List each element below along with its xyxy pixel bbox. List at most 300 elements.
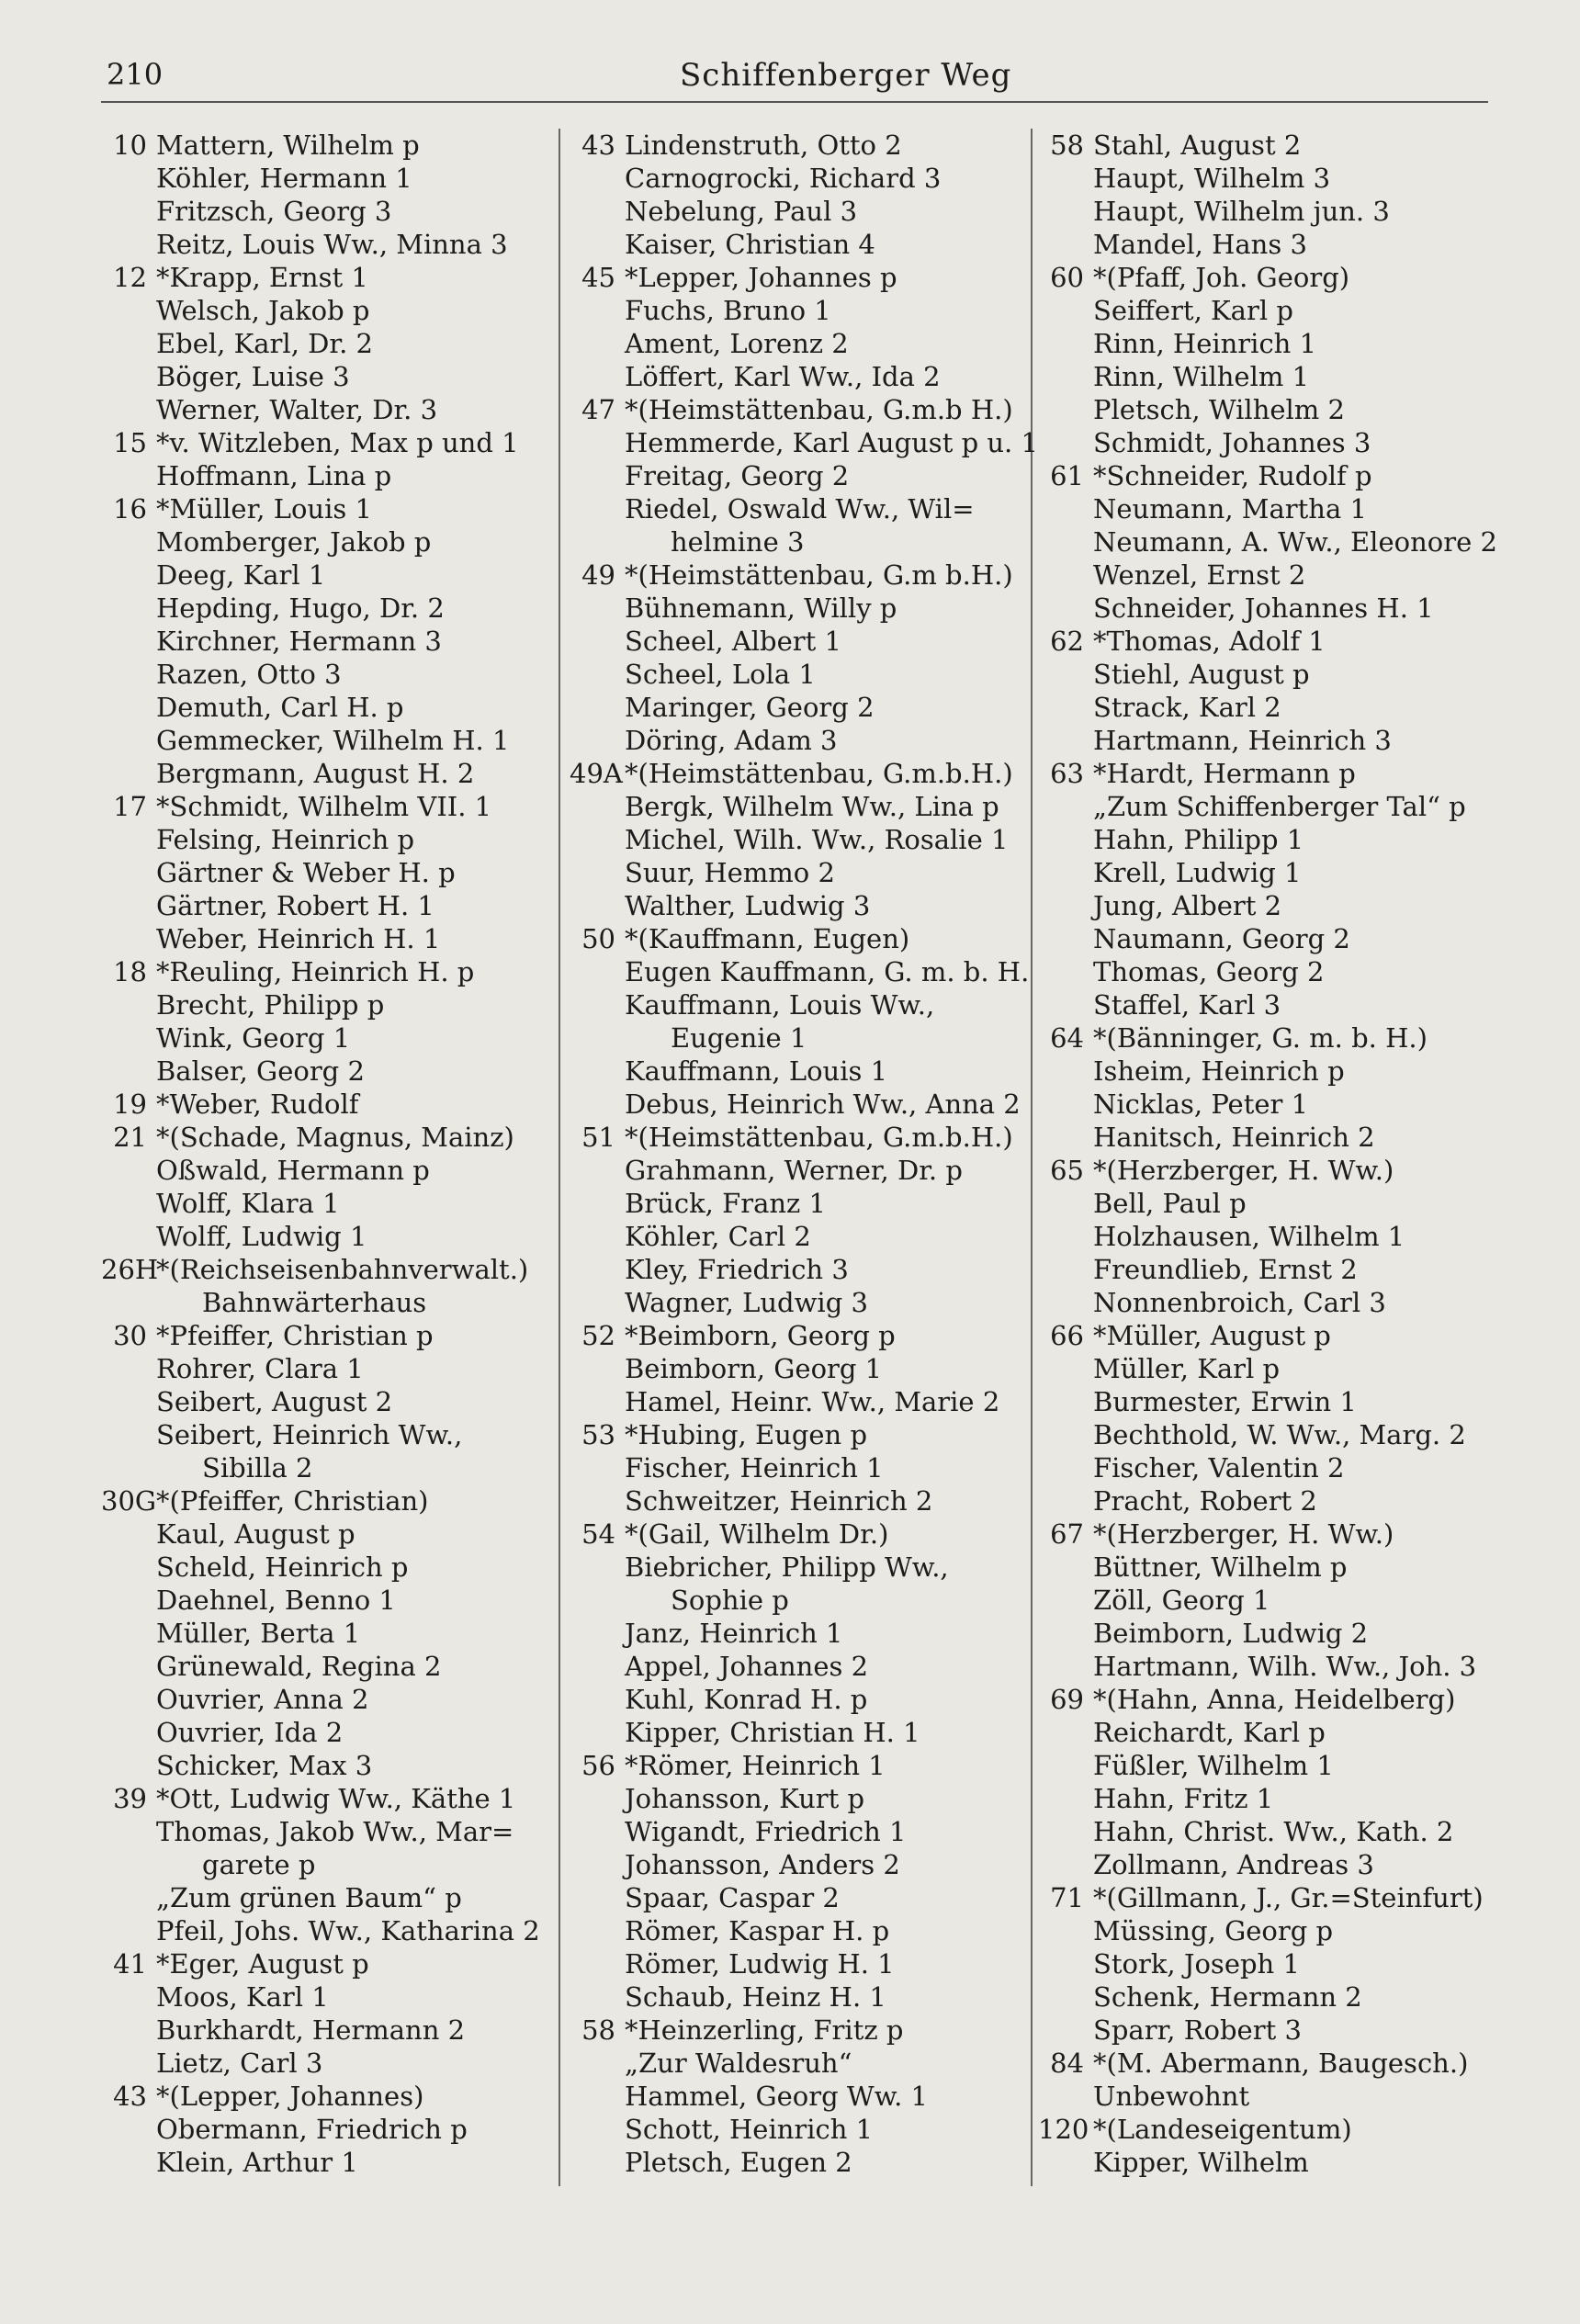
house-number: 49A: [570, 758, 623, 789]
directory-entry: [101, 1286, 560, 1319]
resident-name: Bell, Paul p: [1093, 1188, 1247, 1219]
resident-name: Beimborn, Ludwig 2: [1093, 1618, 1369, 1649]
directory-entry: [1038, 1418, 1497, 1451]
directory-entry: [1038, 1980, 1497, 2014]
directory-entry: [101, 1683, 560, 1716]
resident-name: Unbewohnt: [1093, 2081, 1250, 2112]
resident-name: *(Lepper, Johannes): [156, 2081, 424, 2112]
resident-name: Hammel, Georg Ww. 1: [625, 2081, 928, 2112]
resident-name: *Weber, Rudolf: [156, 1089, 359, 1120]
resident-name: Momberger, Jakob p: [156, 526, 432, 558]
directory-entry: [1038, 658, 1497, 691]
page-header: [101, 51, 1488, 101]
resident-name: Brück, Franz 1: [625, 1188, 827, 1219]
directory-entry: [570, 426, 1038, 459]
directory-entry: [1038, 294, 1497, 327]
directory-entry: [570, 393, 1029, 426]
directory-entry: [570, 2047, 1029, 2080]
resident-name: Welsch, Jakob p: [156, 295, 370, 326]
house-number: 64: [1050, 1022, 1084, 1054]
directory-entry: [570, 1154, 1029, 1187]
house-number: 30: [113, 1320, 147, 1351]
directory-entry: [101, 1848, 560, 1881]
resident-name: *(M. Abermann, Baugesch.): [1093, 2048, 1469, 2079]
house-number: 61: [1050, 460, 1084, 491]
house-number: 54: [581, 1518, 615, 1550]
directory-entry: [1038, 2146, 1497, 2179]
resident-name: Schneider, Johannes H. 1: [1093, 592, 1434, 624]
resident-name: Krell, Ludwig 1: [1093, 857, 1302, 888]
resident-name: Nicklas, Peter 1: [1093, 1089, 1309, 1120]
directory-entry: [101, 856, 560, 889]
house-number: 51: [581, 1122, 615, 1153]
house-number: 16: [113, 493, 147, 525]
resident-name: Michel, Wilh. Ww., Rosalie 1: [625, 824, 1009, 855]
directory-entry: [101, 1088, 560, 1121]
resident-name: Ouvrier, Anna 2: [156, 1684, 369, 1715]
resident-name: Bergk, Wilhelm Ww., Lina p: [625, 791, 999, 822]
resident-name: *(Bänninger, G. m. b. H.): [1093, 1022, 1428, 1054]
directory-entry: [1038, 459, 1497, 492]
directory-entry: [1038, 1782, 1497, 1815]
directory-entry: [570, 1551, 1029, 1584]
resident-name: Gärtner, Robert H. 1: [156, 890, 434, 921]
house-number: 18: [113, 956, 147, 987]
resident-name: *(Pfeiffer, Christian): [156, 1485, 429, 1517]
resident-name: Sophie p: [671, 1585, 789, 1616]
directory-entry: [1038, 1881, 1497, 1914]
resident-name: Reitz, Louis Ww., Minna 3: [156, 229, 508, 260]
resident-name: *v. Witzleben, Max p und 1: [156, 427, 519, 458]
directory-entry: [1038, 426, 1497, 459]
resident-name: *Schmidt, Wilhelm VII. 1: [156, 791, 492, 822]
directory-entry: [101, 1716, 560, 1749]
directory-entry: [101, 757, 560, 790]
resident-name: *(Heimstättenbau, G.m.b H.): [625, 394, 1013, 425]
resident-name: Eugenie 1: [671, 1022, 807, 1054]
directory-entry: [1038, 2080, 1497, 2113]
resident-name: garete p: [202, 1849, 316, 1880]
directory-entry: [570, 1352, 1029, 1385]
resident-name: Holzhausen, Wilhelm 1: [1093, 1221, 1405, 1252]
resident-name: Müller, Karl p: [1093, 1353, 1281, 1384]
house-number: 19: [113, 1089, 147, 1120]
directory-entry: [1038, 327, 1497, 360]
directory-entry: [101, 558, 560, 592]
resident-name: Werner, Walter, Dr. 3: [156, 394, 438, 425]
resident-name: Eugen Kauffmann, G. m. b. H.: [625, 956, 1030, 987]
resident-name: Johansson, Kurt p: [625, 1783, 865, 1814]
resident-name: *Müller, August p: [1093, 1320, 1331, 1351]
page-title: Schiffenberger Weg: [680, 57, 1012, 94]
resident-name: Riedel, Oswald Ww., Wil=: [625, 493, 975, 525]
directory-entry: [1038, 393, 1497, 426]
directory-entry: [101, 658, 560, 691]
resident-name: „Zum Schiffenberger Tal“ p: [1093, 791, 1466, 822]
directory-entry: [1038, 1319, 1497, 1352]
resident-name: Fischer, Heinrich 1: [625, 1452, 884, 1484]
resident-name: Böger, Luise 3: [156, 361, 350, 392]
directory-entry: [570, 1418, 1029, 1451]
resident-name: Freundlieb, Ernst 2: [1093, 1254, 1358, 1285]
resident-name: Sibilla 2: [202, 1452, 313, 1484]
resident-name: „Zum grünen Baum“ p: [156, 1882, 462, 1913]
directory-entry: [1038, 360, 1497, 393]
resident-name: *(Landeseigentum): [1093, 2114, 1352, 2145]
house-number: 49: [581, 559, 615, 591]
house-number: 120: [1038, 2114, 1089, 2145]
directory-entry: [1038, 1914, 1497, 1947]
resident-name: Felsing, Heinrich p: [156, 824, 415, 855]
directory-entry: [570, 823, 1029, 856]
resident-name: Müssing, Georg p: [1093, 1915, 1334, 1946]
directory-entry: [570, 162, 1029, 195]
directory-entry: [101, 525, 560, 558]
house-number: 65: [1050, 1155, 1084, 1186]
directory-entry: [1038, 823, 1497, 856]
directory-entry: [570, 525, 1029, 558]
directory-entry: [101, 228, 560, 261]
directory-entry: [570, 459, 1029, 492]
directory-entry: [101, 1650, 560, 1683]
resident-name: Isheim, Heinrich p: [1093, 1055, 1345, 1087]
directory-entry: [1038, 922, 1497, 955]
directory-entry: [1038, 1947, 1497, 1980]
house-number: 17: [113, 791, 147, 822]
house-number: 43: [113, 2081, 147, 2112]
resident-name: Brecht, Philipp p: [156, 989, 385, 1021]
directory-entry: [1038, 1551, 1497, 1584]
resident-name: Stiehl, August p: [1093, 659, 1310, 690]
directory-entry: [1038, 525, 1497, 558]
directory-entry: [101, 1220, 560, 1253]
directory-entry: [570, 1947, 1029, 1980]
directory-entry: [570, 625, 1029, 658]
resident-name: *Krapp, Ernst 1: [156, 262, 368, 293]
directory-entry: [570, 1848, 1029, 1881]
resident-name: Obermann, Friedrich p: [156, 2114, 468, 2145]
directory-entry: [101, 889, 560, 922]
directory-entry: [101, 1418, 560, 1451]
house-number: 67: [1050, 1518, 1084, 1550]
resident-name: Hemmerde, Karl August p u. 1: [625, 427, 1038, 458]
resident-name: *Thomas, Adolf 1: [1093, 626, 1326, 657]
directory-entry: [570, 1683, 1029, 1716]
resident-name: *(Schade, Magnus, Mainz): [156, 1122, 514, 1153]
directory-entry: [101, 1121, 560, 1154]
resident-name: Walther, Ludwig 3: [625, 890, 871, 921]
directory-entry: [1038, 757, 1497, 790]
resident-name: Schott, Heinrich 1: [625, 2114, 874, 2145]
directory-entry: [1038, 1385, 1497, 1418]
directory-entry: [570, 1914, 1029, 1947]
resident-name: Neumann, A. Ww., Eleonore 2: [1093, 526, 1497, 558]
resident-name: Appel, Johannes 2: [625, 1651, 869, 1682]
house-number: 39: [113, 1783, 147, 1814]
directory-entry: [101, 426, 560, 459]
resident-name: Gärtner & Weber H. p: [156, 857, 456, 888]
directory-entry: [570, 1253, 1029, 1286]
resident-name: Fritzsch, Georg 3: [156, 196, 392, 227]
directory-entry: [101, 2146, 560, 2179]
directory-entry: [1038, 129, 1497, 162]
directory-entry: [1038, 261, 1497, 294]
directory-entry: [570, 1716, 1029, 1749]
resident-name: Kaiser, Christian 4: [625, 229, 875, 260]
directory-entry: [101, 1319, 560, 1352]
directory-entry: [570, 790, 1029, 823]
directory-entry: [101, 1782, 560, 1815]
directory-entry: [1038, 955, 1497, 988]
directory-entry: [570, 1881, 1029, 1914]
directory-entry: [101, 625, 560, 658]
directory-entry: [570, 1584, 1029, 1617]
resident-name: Razen, Otto 3: [156, 659, 342, 690]
resident-name: Wink, Georg 1: [156, 1022, 351, 1054]
directory-entry: [1038, 625, 1497, 658]
house-number: 41: [113, 1948, 147, 1980]
resident-name: Ebel, Karl, Dr. 2: [156, 328, 373, 359]
directory-entry: [570, 1815, 1029, 1848]
directory-entry: [1038, 790, 1497, 823]
resident-name: Rinn, Heinrich 1: [1093, 328, 1317, 359]
resident-name: Rohrer, Clara 1: [156, 1353, 364, 1384]
resident-name: Burkhardt, Hermann 2: [156, 2014, 466, 2046]
directory-entry: [101, 955, 560, 988]
resident-name: Bergmann, August H. 2: [156, 758, 475, 789]
house-number: 26H: [101, 1254, 159, 1285]
resident-name: Schaub, Heinz H. 1: [625, 1981, 886, 2013]
directory-entry: [570, 1650, 1029, 1683]
directory-entry: [1038, 1716, 1497, 1749]
directory-entry: [1038, 1253, 1497, 1286]
resident-name: Ouvrier, Ida 2: [156, 1717, 344, 1748]
directory-entry: [101, 2014, 560, 2047]
resident-name: Deeg, Karl 1: [156, 559, 326, 591]
directory-entry: [570, 922, 1029, 955]
resident-name: Seibert, August 2: [156, 1386, 393, 1417]
resident-name: Pfeil, Johs. Ww., Katharina 2: [156, 1915, 540, 1946]
directory-entry: [1038, 1617, 1497, 1650]
resident-name: Mandel, Hans 3: [1093, 229, 1307, 260]
directory-entry: [101, 2047, 560, 2080]
directory-entry: [101, 195, 560, 228]
directory-entry: [570, 1088, 1029, 1121]
directory-entry: [101, 459, 560, 492]
resident-name: Hahn, Philipp 1: [1093, 824, 1304, 855]
column-2: [570, 129, 1038, 2195]
directory-entry: [1038, 1352, 1497, 1385]
resident-name: Kaul, August p: [156, 1518, 356, 1550]
resident-name: Zöll, Georg 1: [1093, 1585, 1270, 1616]
resident-name: Biebricher, Philipp Ww.,: [625, 1551, 949, 1583]
directory-entry: [101, 823, 560, 856]
resident-name: Pracht, Robert 2: [1093, 1485, 1317, 1517]
directory-entry: [570, 294, 1029, 327]
resident-name: Wigandt, Friedrich 1: [625, 1816, 907, 1847]
resident-name: *(Kauffmann, Eugen): [625, 923, 910, 954]
resident-name: Maringer, Georg 2: [625, 692, 875, 723]
directory-entry: [101, 691, 560, 724]
resident-name: Nonnenbroich, Carl 3: [1093, 1287, 1386, 1318]
resident-name: Nebelung, Paul 3: [625, 196, 858, 227]
resident-name: Büttner, Wilhelm p: [1093, 1551, 1348, 1583]
directory-entry: [1038, 1683, 1497, 1716]
directory-entry: [1038, 1451, 1497, 1484]
directory-entry: [1038, 1749, 1497, 1782]
directory-entry: [1038, 195, 1497, 228]
house-number: 71: [1050, 1882, 1084, 1913]
resident-name: Schenk, Hermann 2: [1093, 1981, 1362, 2013]
house-number: 30G: [101, 1485, 157, 1517]
directory-entry: [101, 1881, 560, 1914]
house-number: 66: [1050, 1320, 1084, 1351]
house-number: 50: [581, 923, 615, 954]
directory-entry: [1038, 2014, 1497, 2047]
house-number: 62: [1050, 626, 1084, 657]
directory-entry: [570, 1385, 1029, 1418]
directory-entry: [1038, 1650, 1497, 1683]
resident-name: Köhler, Hermann 1: [156, 163, 412, 194]
resident-name: Schmidt, Johannes 3: [1093, 427, 1371, 458]
resident-name: Stork, Joseph 1: [1093, 1948, 1300, 1980]
directory-entry: [570, 1187, 1029, 1220]
directory-entry: [101, 2113, 560, 2146]
directory-entry: [101, 1551, 560, 1584]
house-number: 53: [581, 1419, 615, 1450]
resident-name: Stahl, August 2: [1093, 130, 1302, 161]
resident-name: Debus, Heinrich Ww., Anna 2: [625, 1089, 1021, 1120]
house-number: 15: [113, 427, 147, 458]
resident-name: Carnogrocki, Richard 3: [625, 163, 942, 194]
directory-entry: [1038, 856, 1497, 889]
resident-name: Hahn, Fritz 1: [1093, 1783, 1274, 1814]
directory-entry: [1038, 1484, 1497, 1517]
directory-entry: [570, 1021, 1029, 1055]
resident-name: Hepding, Hugo, Dr. 2: [156, 592, 445, 624]
directory-entry: [570, 955, 1029, 988]
resident-name: *Reuling, Heinrich H. p: [156, 956, 475, 987]
resident-name: Hanitsch, Heinrich 2: [1093, 1122, 1375, 1153]
resident-name: Römer, Kaspar H. p: [625, 1915, 890, 1946]
resident-name: Kirchner, Hermann 3: [156, 626, 442, 657]
house-number: 58: [1050, 130, 1084, 161]
resident-name: *Ott, Ludwig Ww., Käthe 1: [156, 1783, 516, 1814]
resident-name: *(Gail, Wilhelm Dr.): [625, 1518, 889, 1550]
resident-name: Strack, Karl 2: [1093, 692, 1281, 723]
resident-name: Scheel, Lola 1: [625, 659, 816, 690]
resident-name: *(Herzberger, H. Ww.): [1093, 1518, 1394, 1550]
resident-name: Römer, Ludwig H. 1: [625, 1948, 895, 1980]
resident-name: Thomas, Georg 2: [1093, 956, 1325, 987]
resident-name: Bahnwärterhaus: [202, 1287, 427, 1318]
directory-entry: [101, 1385, 560, 1418]
directory-entry: [570, 2080, 1029, 2113]
directory-entry: [570, 889, 1029, 922]
directory-entry: [1038, 1584, 1497, 1617]
house-number: 52: [581, 1320, 615, 1351]
resident-name: Scheel, Albert 1: [625, 626, 841, 657]
house-number: 10: [113, 130, 147, 161]
resident-name: Kauffmann, Louis Ww.,: [625, 989, 935, 1021]
resident-name: Beimborn, Georg 1: [625, 1353, 883, 1384]
directory-entry: [570, 360, 1029, 393]
directory-entry: [1038, 592, 1497, 625]
resident-name: Ament, Lorenz 2: [625, 328, 849, 359]
directory-entry: [101, 294, 560, 327]
resident-name: Jung, Albert 2: [1093, 890, 1282, 921]
directory-entry: [570, 1319, 1029, 1352]
resident-name: „Zur Waldesruh“: [625, 2048, 852, 2079]
resident-name: Kley, Friedrich 3: [625, 1254, 849, 1285]
house-number: 56: [581, 1750, 615, 1781]
resident-name: Pletsch, Wilhelm 2: [1093, 394, 1345, 425]
directory-entry: [570, 1220, 1029, 1253]
resident-name: *Hardt, Hermann p: [1093, 758, 1356, 789]
resident-name: Hartmann, Heinrich 3: [1093, 725, 1392, 756]
house-number: 47: [581, 394, 615, 425]
directory-entry: [570, 592, 1029, 625]
directory-entry: [101, 327, 560, 360]
directory-entry: [570, 1517, 1029, 1551]
directory-entry: [101, 1914, 560, 1947]
directory-entry: [1038, 492, 1497, 525]
resident-name: Mattern, Wilhelm p: [156, 130, 420, 161]
directory-entry: [101, 1749, 560, 1782]
resident-name: Rinn, Wilhelm 1: [1093, 361, 1310, 392]
directory-entry: [1038, 1220, 1497, 1253]
resident-name: Moos, Karl 1: [156, 1981, 329, 2013]
directory-entry: [570, 658, 1029, 691]
resident-name: Janz, Heinrich 1: [625, 1618, 843, 1649]
resident-name: Oßwald, Hermann p: [156, 1155, 430, 1186]
directory-entry: [1038, 1517, 1497, 1551]
resident-name: Demuth, Carl H. p: [156, 692, 404, 723]
resident-name: Lietz, Carl 3: [156, 2048, 323, 2079]
resident-name: Schicker, Max 3: [156, 1750, 373, 1781]
resident-name: Wagner, Ludwig 3: [625, 1287, 868, 1318]
directory-entry: [1038, 2047, 1497, 2080]
directory-entry: [570, 1121, 1029, 1154]
resident-name: *Heinzerling, Fritz p: [625, 2014, 904, 2046]
directory-entry: [1038, 1088, 1497, 1121]
resident-name: Naumann, Georg 2: [1093, 923, 1350, 954]
resident-name: Suur, Hemmo 2: [625, 857, 835, 888]
directory-entry: [101, 393, 560, 426]
resident-name: Müller, Berta 1: [156, 1618, 361, 1649]
resident-name: *Römer, Heinrich 1: [625, 1750, 886, 1781]
resident-name: Seiffert, Karl p: [1093, 295, 1293, 326]
directory-entry: [101, 129, 560, 162]
column-3: [1038, 129, 1497, 2195]
resident-name: Kauffmann, Louis 1: [625, 1055, 888, 1087]
resident-name: Hartmann, Wilh. Ww., Joh. 3: [1093, 1651, 1477, 1682]
directory-entry: [570, 1484, 1029, 1517]
resident-name: Zollmann, Andreas 3: [1093, 1849, 1374, 1880]
resident-name: *Müller, Louis 1: [156, 493, 372, 525]
resident-name: Seibert, Heinrich Ww.,: [156, 1419, 463, 1450]
resident-name: *(Gillmann, J., Gr.=Steinfurt): [1093, 1882, 1484, 1913]
directory-entry: [1038, 1848, 1497, 1881]
directory-entry: [101, 1451, 560, 1484]
resident-name: Balser, Georg 2: [156, 1055, 365, 1087]
directory-entry: [570, 1980, 1029, 2014]
directory-entry: [570, 1782, 1029, 1815]
house-number: 45: [581, 262, 615, 293]
directory-entry: [1038, 1121, 1497, 1154]
resident-name: *Hubing, Eugen p: [625, 1419, 868, 1450]
resident-name: *Eger, August p: [156, 1948, 369, 1980]
